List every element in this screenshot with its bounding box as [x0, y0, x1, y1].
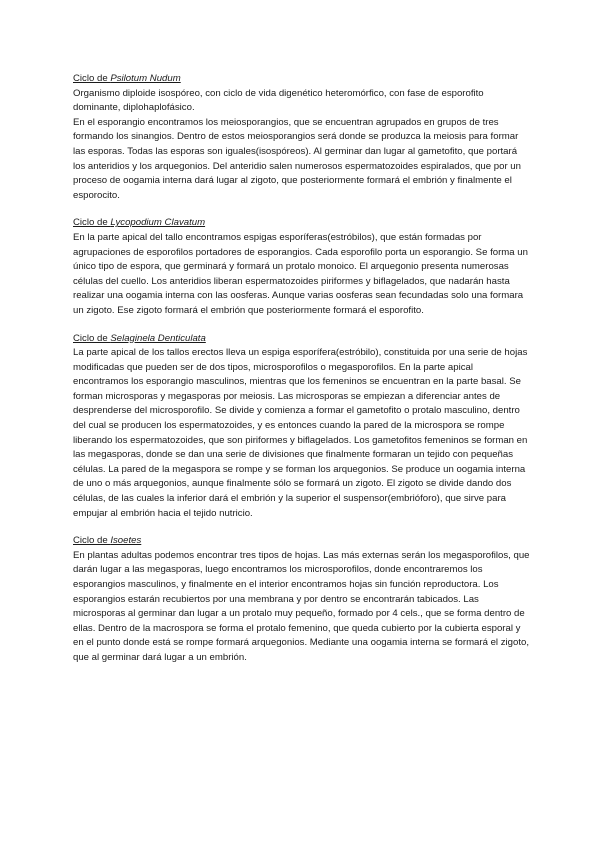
paragraph: En el esporangio encontramos los meiosporangios, que se encuentran agrupados en grupos de tres formando los sinangios. Dentro de estos meiosporangios será donde se produzca la meiosis para formar las esporas. Todas las esporas son iguales(isospóreos). Al germinar dan lugar al gametofito, que portará los anteridios y los arquegonios. Del anteridio salen numerosos espermatozoides espiralados, que por un proceso de oogamia interna dará lugar al zigoto, que posteriormente formará el embrión y finalmente el esporocito.: [73, 116, 521, 201]
heading-prefix: Ciclo de: [73, 73, 111, 84]
section-heading: [73, 332, 531, 347]
document-page: [73, 72, 531, 679]
paragraph: En plantas adultas podemos encontrar tres tipos de hojas. Las más externas serán los megasporofilos, que darán lugar a las megasporas, luego encontramos los microsporofilos, donde encontraremos los esporangios masculinos, y finalmente en el interior encontramos hojas sin función reproductora. Los esporangios estarán recubiertos por una membrana y por dentro se encontrarán tabicados. Las microsporas al germinar dan lugar a un protalo muy pequeño, formado por 4 cels., que se forma dentro de ellas. Dentro de la macrospora se forma el protalo femenino, que queda cubierto por la cubierta esporal y en el punto donde está se rompe formará arquegonios. Mediante una oogamia interna se formará el zigoto, que al germinar dará lugar a un embrión.: [73, 549, 530, 663]
heading-prefix: Ciclo de: [73, 217, 111, 229]
heading-species: Selaginela Denticulata: [110, 332, 206, 344]
heading-prefix: Ciclo de: [73, 535, 111, 547]
heading-species: Isoetes: [110, 535, 142, 547]
section-heading: [73, 534, 531, 549]
section-lycopodium: [73, 216, 531, 318]
section-heading: [73, 216, 531, 231]
section-selaginela: [73, 332, 531, 522]
paragraph: En la parte apical del tallo encontramos espigas esporíferas(estróbilos), que están formadas por agrupaciones de esporofilos portadores de esporangios. Cada esporofilo porta un esporangio. Se forma un único tipo de espora, que germinará y formará un protalo monoico. El arquegonio presenta numerosas células del cuello. Los anteridios liberan espermatozoides piriformes y biflagelados, que nadarán hasta realizar una oogamia interna con las oosferas. Aunque varias oosferas sean fecundadas solo una formara un zigoto. Ese zigoto formará el embrión que posteriormente formará el esporofito.: [73, 231, 528, 316]
section-psilotum: [73, 72, 531, 203]
heading-species: Lycopodium Clavatum: [110, 217, 206, 229]
heading-species: Psilotum Nudum: [110, 73, 181, 84]
paragraph: Organismo diploide isospóreo, con ciclo de vida digenético heteromórfico, con fase de esporofito dominante, diplohaplofásico.: [73, 87, 484, 114]
heading-prefix: Ciclo de: [73, 332, 111, 344]
paragraph: La parte apical de los tallos erectos lleva un espiga esporífera(estróbilo), constituida por una serie de hojas modificadas que pueden ser de dos tipos, microsporofilos o megasporofilos. En la parte apical encontramos los esporangio masculinos, mientras que los femeninos se encuentran en la parte basal. Se forman microsporas y megasporas por meiosis. Las microsporas se empiezan a diferenciar antes de desprenderse del microsporofilo. Se divide y comienza a formar el gametofito o protalo masculino, dentro del cual se producen los espermatozoides, y es entonces cuando la pared de la microspora se rompe liberando los espermatozoides, que son piriformes y biflagelados. Los gametofitos femeninos se forman en las megasporas, donde se dan una serie de divisiones que finalmente formaran un tejido con pequeñas células. La pared de la megaspora se rompe y se forman los arquegonios. Se produce un oogamia interna de uno o más arquegonios, aunque finalmente sólo se formará un zigoto. El zigoto se divide dando dos células, de las cuales la inferior dará el embrión y la superior el suspensor(embrióforo), que sirve para empujar al embrión hacia el tejido nutricio.: [73, 347, 528, 519]
section-heading: [73, 72, 531, 87]
section-isoetes: [73, 534, 531, 665]
